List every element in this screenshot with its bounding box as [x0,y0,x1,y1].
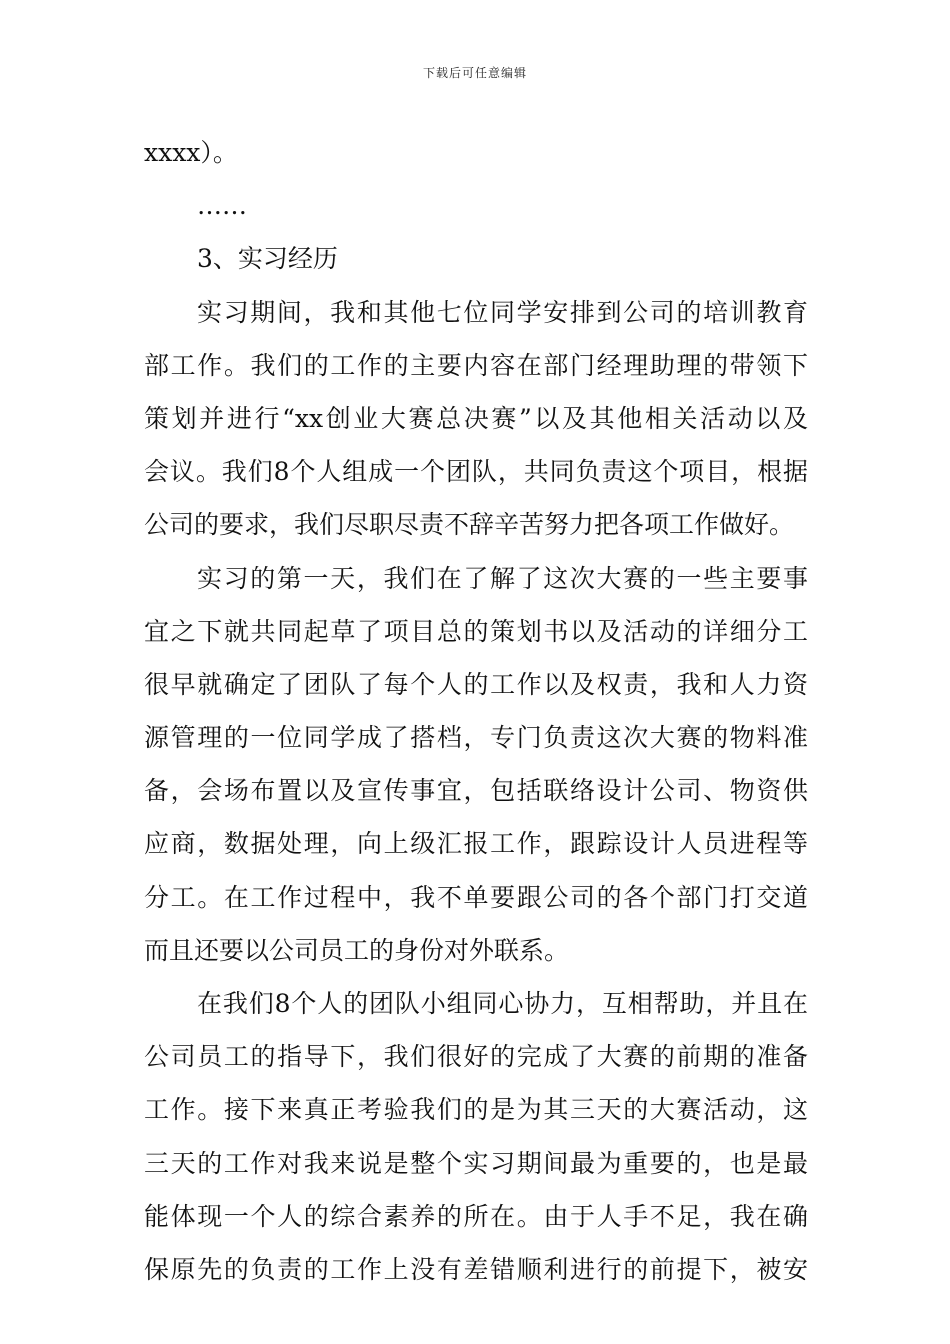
text-line: 策划并进行“xx创业大赛总决赛”以及其他相关活动以及 [144,403,808,433]
text-line: 会议。我们8个人组成一个团队，共同负责这个项目，根据 [144,457,808,487]
text-line: 部工作。我们的工作的主要内容在部门经理助理的带领下 [144,350,808,380]
text-line: 实习的第一天，我们在了解了这次大赛的一些主要事 [197,563,808,593]
text-line: 应商，数据处理，向上级汇报工作，跟踪设计人员进程等 [144,829,808,859]
page-header: 下载后可任意编辑 [422,66,527,80]
text-line: 保原先的负责的工作上没有差错顺利进行的前提下，被安 [144,1254,808,1284]
text-line: 在我们8个人的团队小组同心协力，互相帮助，并且在 [197,989,808,1018]
document-body [144,126,808,1296]
text-line: 而且还要以公司员工的身份对外联系。 [144,935,570,965]
text-line: 备，会场布置以及宣传事宜，包括联络设计公司、物资供 [144,776,808,806]
text-line: 公司的要求，我们尽职尽责不辞辛苦努力把各项工作做好。 [144,510,795,540]
text-line: 分工。在工作过程中，我不单要跟公司的各个部门打交道 [144,882,808,912]
text-line: 公司员工的指导下，我们很好的完成了大赛的前期的准备 [144,1042,808,1072]
text-line: 实习期间，我和其他七位同学安排到公司的培训教育 [197,297,808,327]
text-line: xxxx）。 [144,138,238,167]
text-line: 宜之下就共同起草了项目总的策划书以及活动的详细分工 [144,616,808,646]
text-line: 3、实习经历 [197,244,338,274]
text-line: 工作。接下来真正考验我们的是为其三天的大赛活动，这 [144,1095,808,1125]
text-line: 三天的工作对我来说是整个实习期间最为重要的，也是最 [144,1148,808,1178]
text-line: 源管理的一位同学成了搭档，专门负责这次大赛的物料准 [144,723,808,753]
text-line: …… [197,191,247,221]
text-line: 很早就确定了团队了每个人的工作以及权责，我和人力资 [144,669,808,699]
text-line: 能体现一个人的综合素养的所在。由于人手不足，我在确 [144,1201,808,1231]
